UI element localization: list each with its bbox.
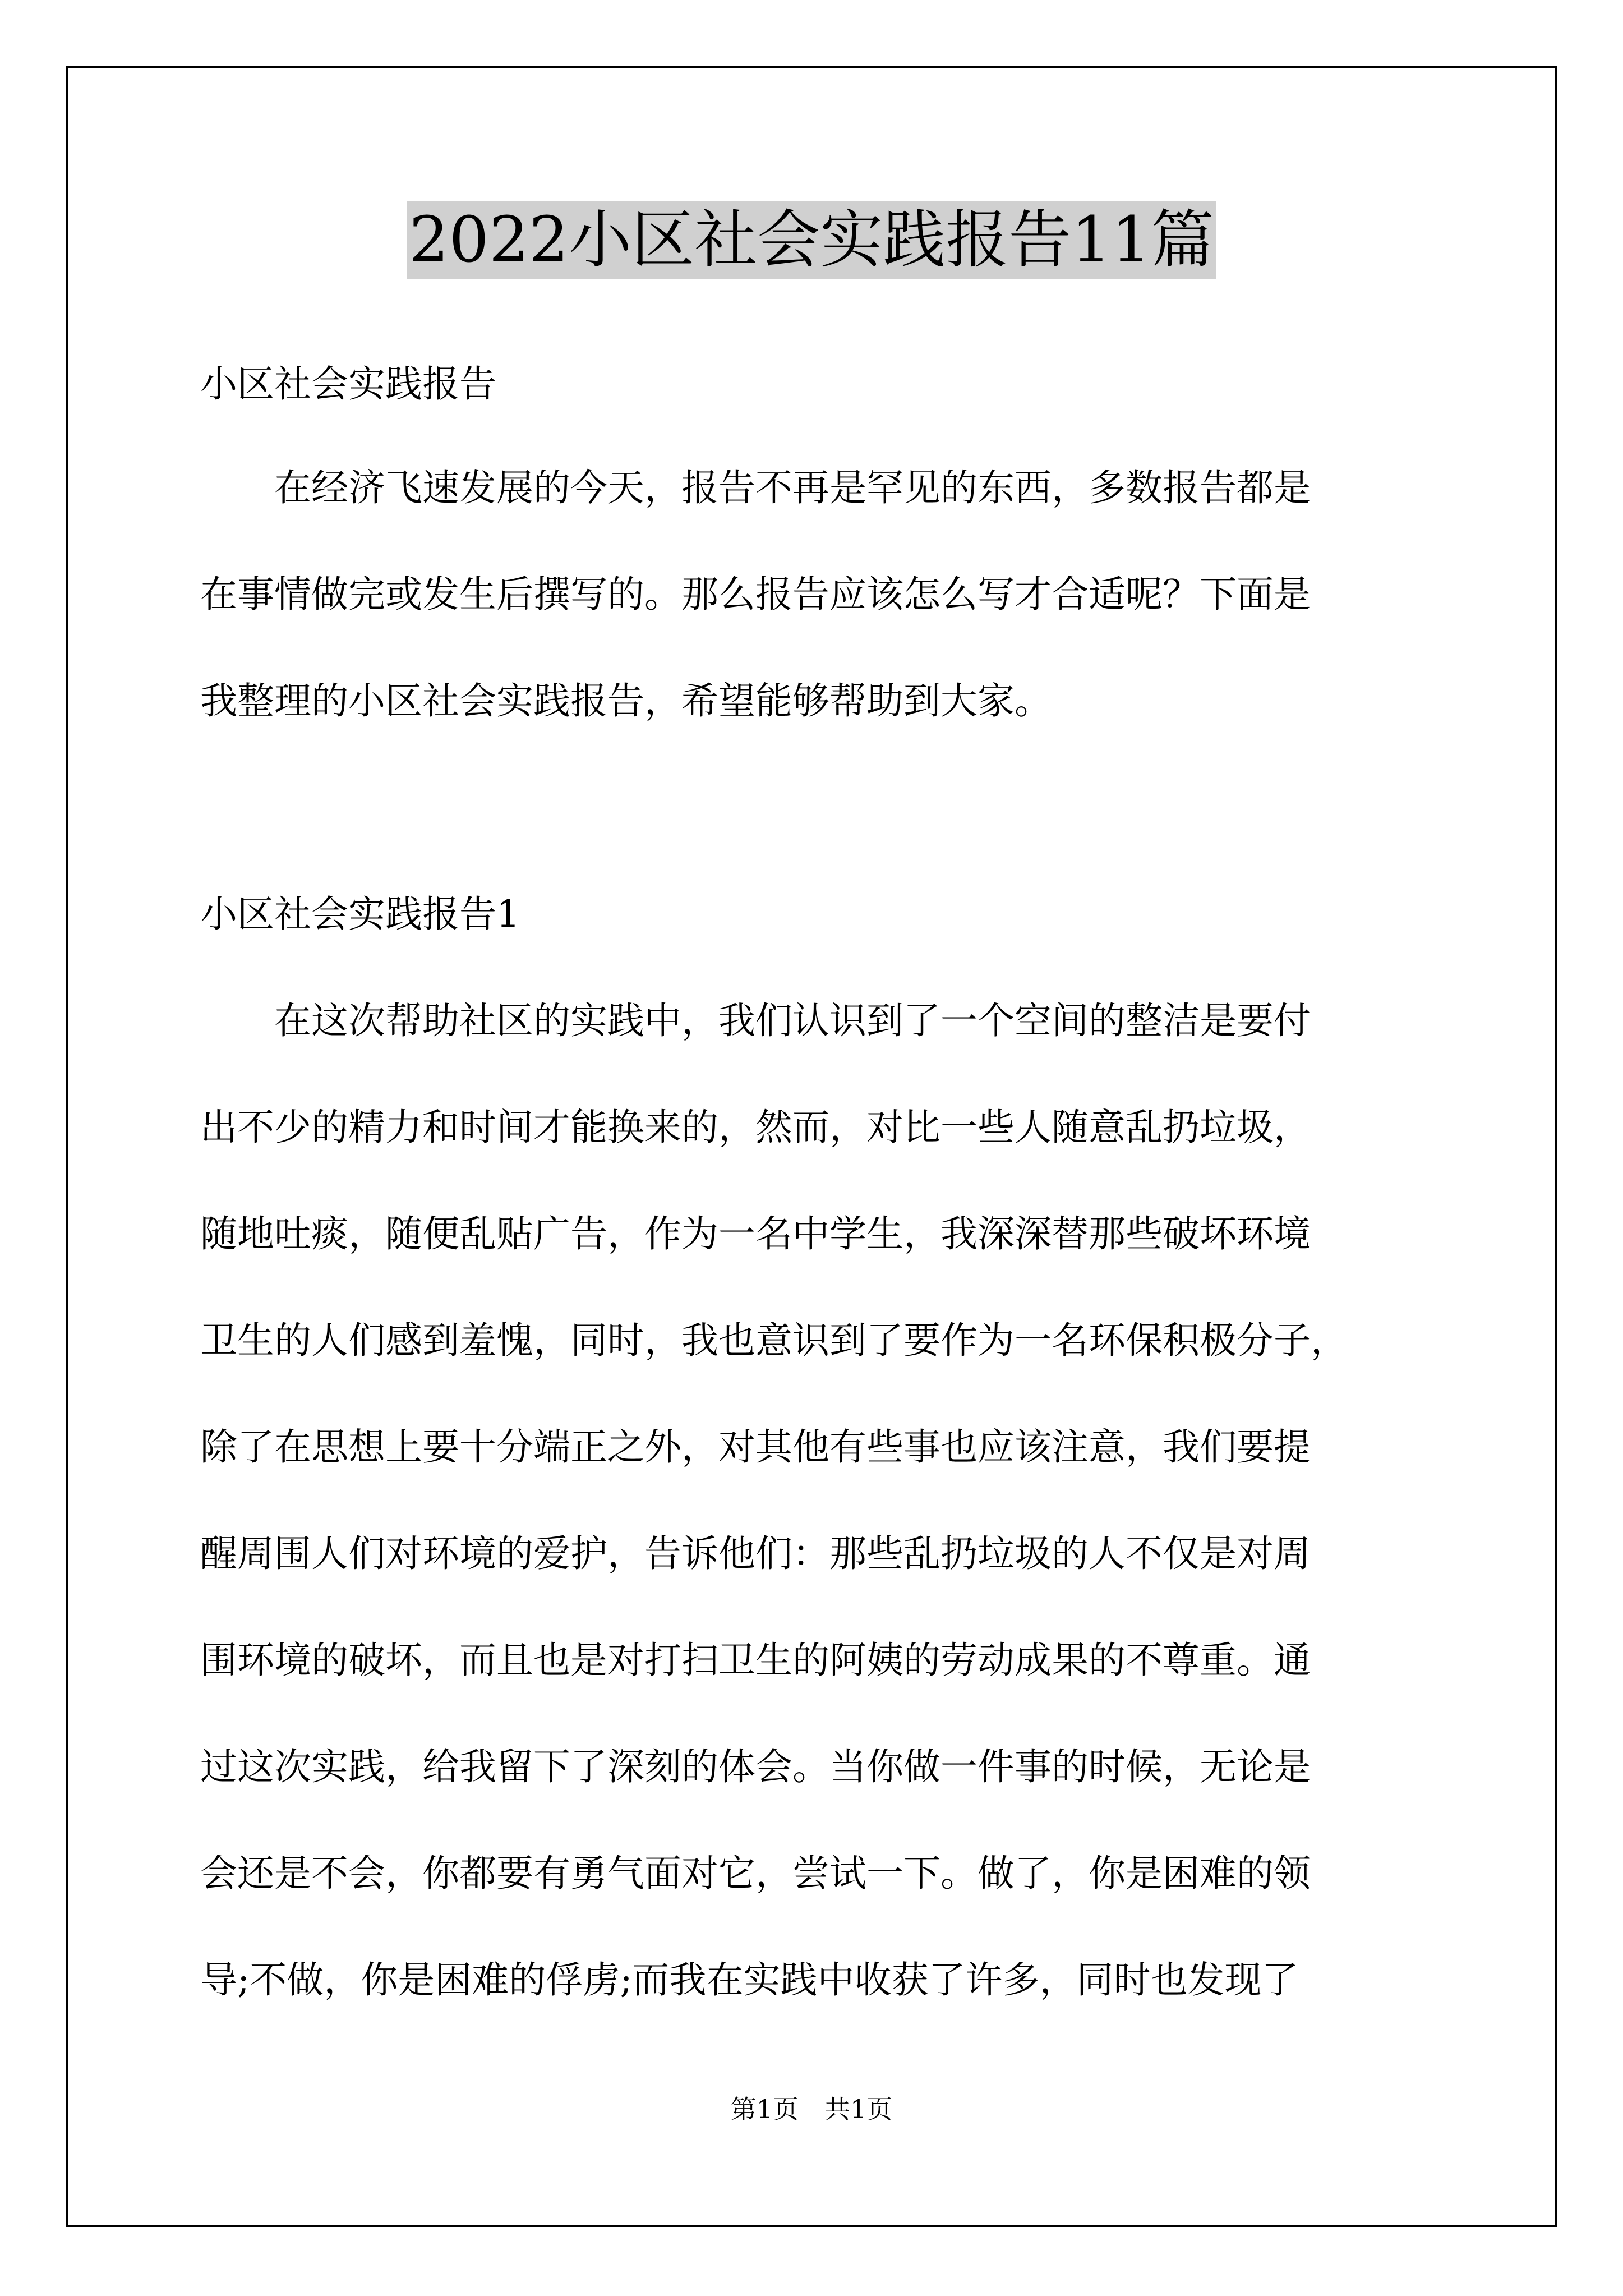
intro-line-1: 在经济飞速发展的今天，报告不再是罕见的东西，多数报告都是 bbox=[200, 466, 1311, 509]
intro-heading: 小区社会实践报告 bbox=[200, 362, 496, 406]
section1-line-6: 醒周围人们对环境的爱护，告诉他们：那些乱扔垃圾的人不仅是对周 bbox=[200, 1532, 1311, 1575]
section1-line-8: 过这次实践，给我留下了深刻的体会。当你做一件事的时候，无论是 bbox=[200, 1745, 1311, 1788]
document-title: 2022小区社会实践报告11篇 bbox=[407, 201, 1216, 279]
section1-line-9: 会还是不会，你都要有勇气面对它，尝试一下。做了，你是困难的领 bbox=[200, 1852, 1311, 1895]
title-container bbox=[0, 201, 1623, 279]
section1-line-10: 导;不做，你是困难的俘虏;而我在实践中收获了许多，同时也发现了 bbox=[200, 1958, 1299, 2001]
section1-line-4: 卫生的人们感到羞愧，同时，我也意识到了要作为一名环保积极分子， bbox=[200, 1319, 1348, 1362]
section1-line-7: 围环境的破坏，而且也是对打扫卫生的阿姨的劳动成果的不尊重。通 bbox=[200, 1639, 1311, 1682]
intro-line-3: 我整理的小区社会实践报告，希望能够帮助到大家。 bbox=[200, 679, 1052, 723]
section1-line-2: 出不少的精力和时间才能换来的，然而，对比一些人随意乱扔垃圾， bbox=[200, 1106, 1311, 1149]
section1-heading: 小区社会实践报告1 bbox=[200, 892, 520, 936]
section1-line-1: 在这次帮助社区的实践中，我们认识到了一个空间的整洁是要付 bbox=[200, 999, 1311, 1042]
intro-line-2: 在事情做完或发生后撰写的。那么报告应该怎么写才合适呢？下面是 bbox=[200, 573, 1311, 616]
section1-line-5: 除了在思想上要十分端正之外，对其他有些事也应该注意，我们要提 bbox=[200, 1425, 1311, 1469]
section1-line-3: 随地吐痰，随便乱贴广告，作为一名中学生，我深深替那些破坏环境 bbox=[200, 1212, 1311, 1255]
page-footer: 第1页 共1页 bbox=[730, 2094, 893, 2124]
